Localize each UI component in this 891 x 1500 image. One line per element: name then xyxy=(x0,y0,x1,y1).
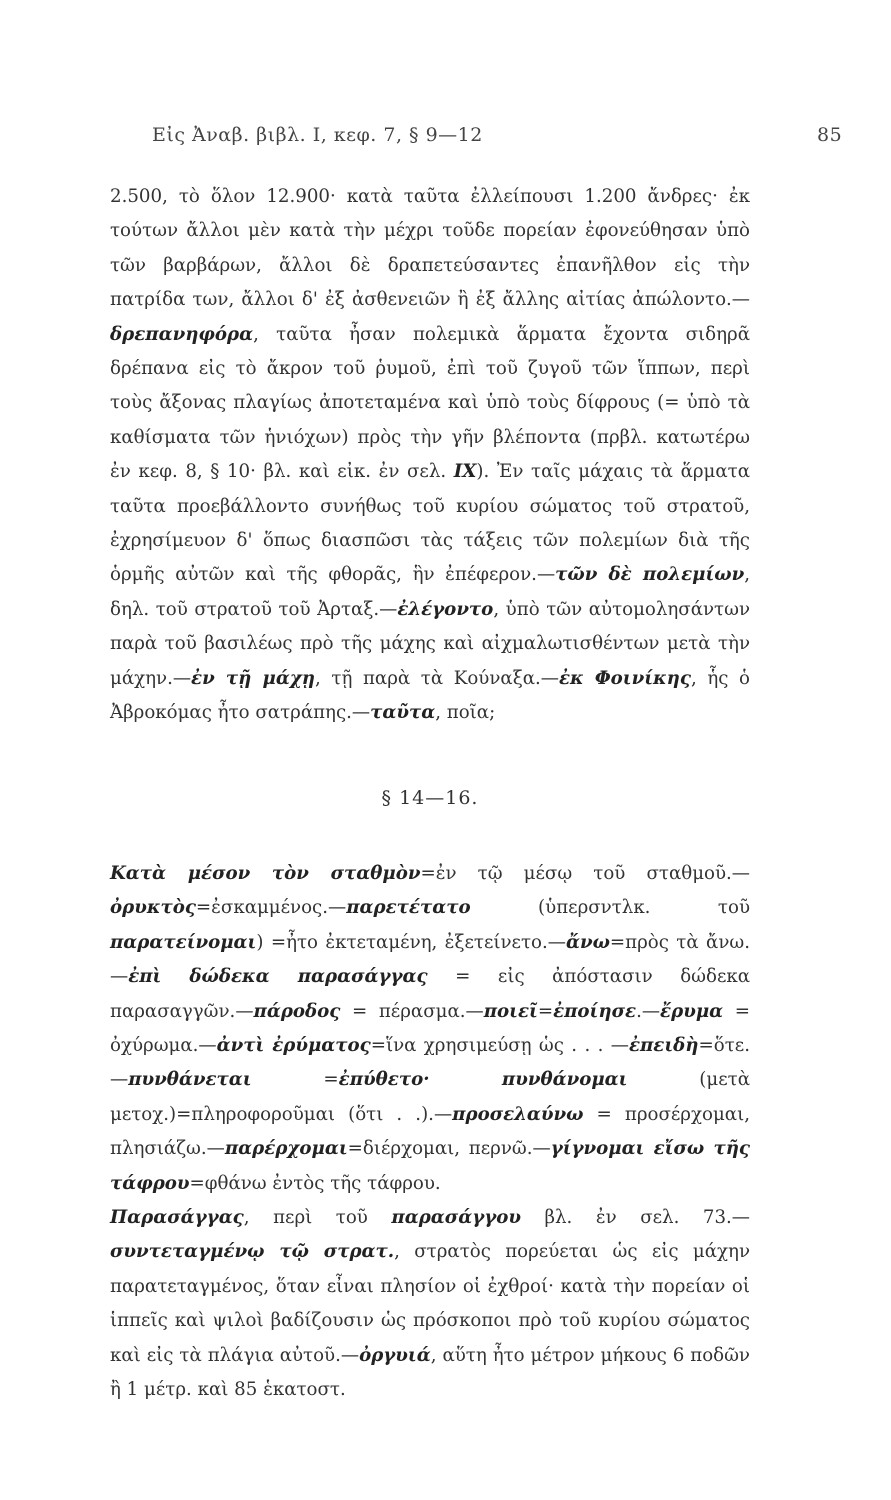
lemma: γίγνομαι εἴσω τῆς τάφρου xyxy=(110,1138,750,1194)
commentary-text: ). Ἐν ταῖς μάχαις τὰ ἅρματα ταῦτα προεβάλλοντο συνήθως τοῦ κυρίου σώματος τοῦ στρατοῦ, ἐχρησίμευον δ' ὅπως διασπῶσι τὰς τάξεις τῶν πολεμίων διὰ τῆς ὁρμῆς αὐτῶν καὶ τῆς φθορᾶς, ἣν ἐπέφερον.— xyxy=(110,461,750,586)
lemma: ποιεῖ xyxy=(483,1000,538,1022)
page-number: 85 xyxy=(817,124,843,146)
commentary-text: = xyxy=(537,1000,554,1022)
lemma: ἐλέγοντο xyxy=(397,598,494,620)
lemma: Κατὰ μέσον τὸν σταθμὸν xyxy=(110,862,421,884)
commentary-text: , αὕτη ἦτο μέτρον μήκους 6 ποδῶν ἢ 1 μέτρ. καὶ 85 ἑκατοστ. xyxy=(110,1344,750,1400)
lemma: παρασάγγου xyxy=(391,1206,521,1228)
commentary-text: = πέρασμα.— xyxy=(340,1000,484,1022)
lemma: Παρασάγγας xyxy=(110,1206,244,1228)
commentary-text: , ὑπὸ τῶν αὐτομολησάντων παρὰ τοῦ βασιλέως πρὸ τῆς μάχης καὶ αἰχμαλωτισθέντων μετὰ τὴν μάχην.— xyxy=(110,598,751,689)
running-head xyxy=(0,124,891,158)
commentary-text: , ποῖα; xyxy=(435,702,496,724)
lemma: πυνθάνεται xyxy=(128,1069,252,1091)
running-title: Εἰς Ἀναβ. βιβλ. Ι, κεφ. 7, § 9—12 xyxy=(152,124,483,146)
commentary-text: , στρατὸς πορεύεται ὡς εἰς μάχην παρατεταγμένος, ὅταν εἶναι πλησίον οἱ ἐχθροί· κατὰ τὴν πορείαν οἱ ἱππεῖς καὶ ψιλοὶ βαδίζουσιν ὡς πρόσκοποι πρὸ τοῦ κυρίου σώματος καὶ εἰς τὰ πλάγια αὐτοῦ.— xyxy=(110,1241,751,1366)
commentary-text: =ὅτε.— xyxy=(110,1034,750,1091)
lemma: ἐποίησε xyxy=(553,1000,637,1022)
lemma: ἐπύθετο· πυνθάνομαι xyxy=(338,1069,628,1091)
lemma: δρεπανηφόρα xyxy=(110,323,254,345)
lemma: ἔρυμα xyxy=(660,1000,724,1022)
commentary-text: , ἧς ὁ Ἀβροκόμας ἦτο σατράπης.— xyxy=(110,667,750,724)
commentary-text: (ὑπερσντλκ. τοῦ xyxy=(470,897,750,919)
lemma: ὀργυιά xyxy=(359,1344,431,1366)
commentary-text: , περὶ τοῦ xyxy=(243,1206,392,1228)
commentary-text: 2.500, τὸ ὅλον 12.900· κατὰ ταῦτα ἐλλείπουσι 1.200 ἄνδρες· ἐκ τούτων ἄλλοι μὲν κατὰ τὴν μέχρι τοῦδε πορείαν ἐφονεύθησαν ὑπὸ τῶν βαρβάρων, ἄλλοι δὲ δραπετεύσαντες ἐπανῆλθον εἰς τὴν πατρίδα των, ἄλλοι δ' ἐξ ἀσθενειῶν ἢ ἐξ ἄλλης αἰτίας ἀπώλοντο.— xyxy=(110,186,750,311)
commentary-text: = ὀχύρωμα.— xyxy=(110,1000,750,1056)
lemma: ἐκ Φοινίκης xyxy=(558,667,691,689)
commentary-text: =διέρχομαι, περνῶ.— xyxy=(347,1138,551,1160)
lemma: προσελαύνω xyxy=(452,1103,584,1125)
commentary-text: βλ. ἐν σελ. 73.— xyxy=(520,1206,750,1228)
commentary-text: =ἵνα χρησιμεύσῃ ὡς . . . — xyxy=(370,1034,629,1056)
paragraph-3 xyxy=(110,1201,750,1407)
lemma: παρατείνομαι xyxy=(110,931,257,953)
lemma: ἐν τῇ μάχῃ xyxy=(191,667,316,689)
commentary-text: , τῇ παρὰ τὰ Κούναξα.— xyxy=(315,667,559,689)
lemma: ἐπειδὴ xyxy=(628,1034,699,1056)
commentary-text: .— xyxy=(636,1000,661,1022)
commentary-text: , ταῦτα ἦσαν πολεμικὰ ἅρματα ἔχοντα σιδηρᾶ δρέπανα εἰς τὸ ἄκρον τοῦ ῥυμοῦ, ἐπὶ τοῦ ζυγοῦ τῶν ἵππων, περὶ τοὺς ἄξονας πλαγίως ἀποτεταμένα καὶ ὑπὸ τοὺς δίφρους (= ὑπὸ τὰ καθίσματα τῶν ἡνιόχων) πρὸς τὴν γῆν βλέποντα (πρβλ. κατωτέρω ἐν κεφ. 8, § 10· βλ. καὶ εἰκ. ἐν σελ. xyxy=(110,323,750,483)
lemma: παρέρχομαι xyxy=(224,1138,348,1160)
lemma: ἄνω xyxy=(565,931,610,953)
section-heading: § 14—16. xyxy=(381,786,479,809)
lemma: ἀντὶ ἐρύματος xyxy=(216,1034,371,1056)
paragraph-2 xyxy=(110,857,750,1201)
lemma: τῶν δὲ πολεμίων xyxy=(555,564,745,586)
commentary-text: ) =ἦτο ἐκτεταμένη, ἐξετείνετο.— xyxy=(256,931,566,953)
lemma: ἐπὶ δώδεκα παρασάγγας xyxy=(128,966,428,988)
commentary-text: (μετὰ μετοχ.)=πληροφοροῦμαι (ὅτι . .).— xyxy=(110,1069,750,1125)
commentary-text: =φθάνω ἐντὸς τῆς τάφρου. xyxy=(189,1172,441,1194)
commentary-text: =ἐν τῷ μέσῳ τοῦ σταθμοῦ.— xyxy=(420,862,750,884)
commentary-text: =ἐσκαμμένος.— xyxy=(195,897,347,919)
commentary-text: , δηλ. τοῦ στρατοῦ τοῦ Ἀρταξ.— xyxy=(110,564,750,620)
commentary-body xyxy=(110,180,750,1407)
lemma: συντεταγμένῳ τῷ στρατ. xyxy=(110,1241,395,1263)
lemma: ὀρυκτὸς xyxy=(110,897,196,919)
lemma: πάροδος xyxy=(253,1000,341,1022)
lemma: ταῦτα xyxy=(370,702,436,724)
paragraph-1 xyxy=(110,180,750,731)
commentary-text: =πρὸς τὰ ἄνω.— xyxy=(110,931,750,988)
commentary-text: = προσέρχομαι, πλησιάζω.— xyxy=(110,1103,750,1160)
commentary-text: = xyxy=(251,1069,339,1091)
lemma: IX xyxy=(453,461,477,483)
lemma: παρετέτατο xyxy=(346,897,471,919)
commentary-text: = εἰς ἀπόστασιν δώδεκα παρασαγγῶν.— xyxy=(110,966,751,1022)
